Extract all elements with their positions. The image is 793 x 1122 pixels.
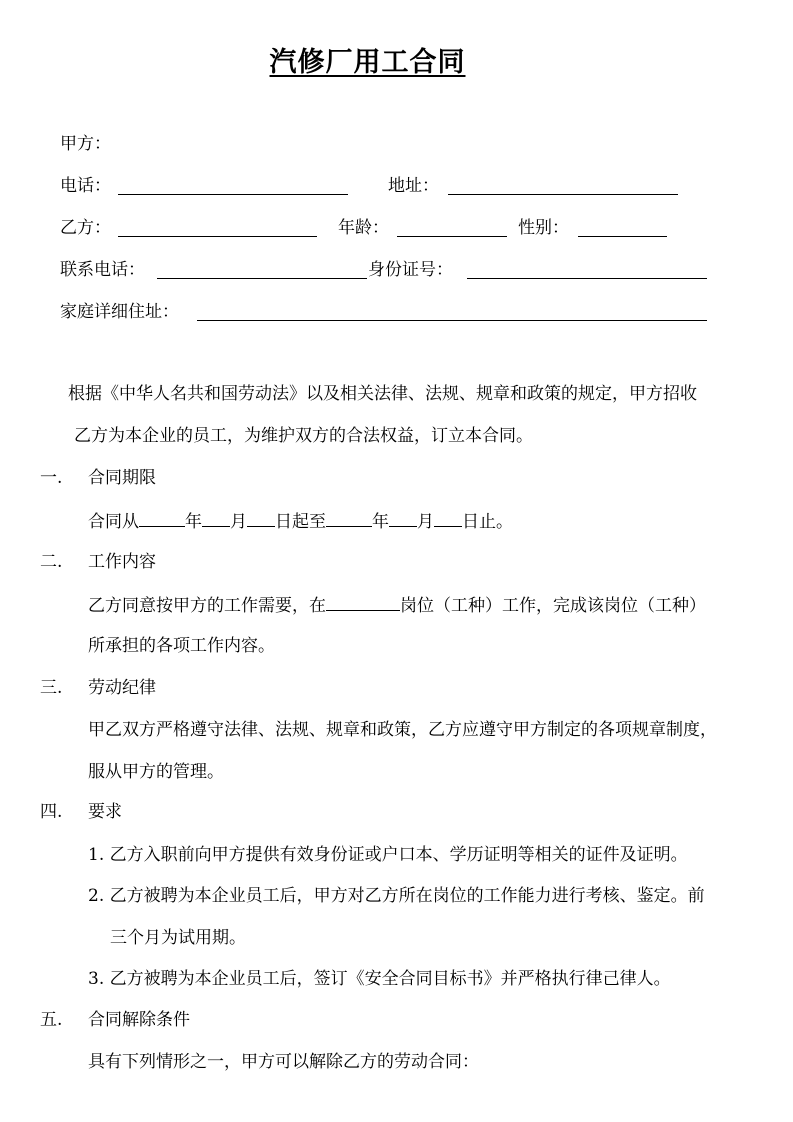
section-4-title: 要求	[88, 802, 122, 822]
end-month-blank[interactable]	[389, 508, 417, 527]
start-month-text: 月	[230, 512, 247, 532]
gender-label: 性别：	[518, 218, 569, 238]
work-content-text-a: 乙方同意按甲方的工作需要，在	[88, 596, 326, 616]
requirement-item-1: 1. 乙方入职前向甲方提供有效身份证或户口本、学历证明等相关的证件及证明。	[88, 845, 688, 865]
requirement-item-2-line-1: 2. 乙方被聘为本企业员工后，甲方对乙方所在岗位的工作能力进行考核、鉴定。前	[88, 886, 705, 906]
section-5-title: 合同解除条件	[88, 1010, 190, 1030]
end-year-blank[interactable]	[326, 508, 372, 527]
id-number-blank[interactable]	[467, 277, 707, 279]
work-content-text-b: 岗位（工种）工作，完成该岗位（工种）	[400, 596, 706, 616]
contract-term-line	[88, 508, 513, 534]
start-year-blank[interactable]	[139, 508, 185, 527]
section-2-title: 工作内容	[88, 552, 156, 572]
requirement-item-2-line-2: 三个月为试用期。	[110, 928, 246, 948]
party-b-label: 乙方：	[60, 218, 111, 238]
section-1-number: 一.	[40, 468, 63, 488]
intro-line-1: 根据《中华人名共和国劳动法》以及相关法律、法规、规章和政策的规定，甲方招收	[68, 384, 697, 404]
work-content-line-1	[88, 592, 706, 618]
document-title: 汽修厂用工合同	[269, 47, 466, 78]
address-blank[interactable]	[448, 193, 678, 195]
end-day-text: 日止。	[462, 512, 513, 532]
start-month-blank[interactable]	[202, 508, 230, 527]
section-2-number: 二.	[40, 552, 63, 572]
term-start-text: 合同从	[88, 512, 139, 532]
termination-line-1: 具有下列情形之一，甲方可以解除乙方的劳动合同：	[88, 1052, 479, 1072]
end-year-text: 年	[372, 512, 389, 532]
start-day-blank[interactable]	[247, 508, 275, 527]
contact-phone-blank[interactable]	[157, 277, 367, 279]
section-4-number: 四.	[40, 802, 63, 822]
section-5-number: 五.	[40, 1010, 63, 1030]
section-1-title: 合同期限	[88, 468, 156, 488]
phone-blank[interactable]	[118, 193, 348, 195]
age-label: 年龄：	[338, 218, 389, 238]
end-day-blank[interactable]	[434, 508, 462, 527]
contact-phone-label: 联系电话：	[60, 260, 145, 280]
intro-line-2: 乙方为本企业的员工，为维护双方的合法权益，订立本合同。	[74, 426, 533, 446]
start-year-text: 年	[185, 512, 202, 532]
age-blank[interactable]	[397, 235, 507, 237]
id-number-label: 身份证号：	[368, 260, 453, 280]
party-b-blank[interactable]	[118, 235, 317, 237]
section-3-number: 三.	[40, 678, 63, 698]
position-blank[interactable]	[326, 592, 400, 611]
discipline-line-2: 服从甲方的管理。	[88, 762, 224, 782]
requirement-item-3: 3. 乙方被聘为本企业员工后，签订《安全合同目标书》并严格执行律己律人。	[88, 969, 671, 989]
section-3-title: 劳动纪律	[88, 678, 156, 698]
party-a-label: 甲方：	[60, 134, 111, 154]
address-label: 地址：	[388, 176, 439, 196]
end-month-text: 月	[417, 512, 434, 532]
phone-label: 电话：	[60, 176, 111, 196]
gender-blank[interactable]	[578, 235, 667, 237]
home-address-blank[interactable]	[197, 319, 707, 321]
home-address-label: 家庭详细住址：	[60, 302, 179, 322]
start-day-text: 日起至	[275, 512, 326, 532]
discipline-line-1: 甲乙双方严格遵守法律、法规、规章和政策，乙方应遵守甲方制定的各项规章制度，	[88, 720, 717, 740]
work-content-line-2: 所承担的各项工作内容。	[88, 636, 275, 656]
